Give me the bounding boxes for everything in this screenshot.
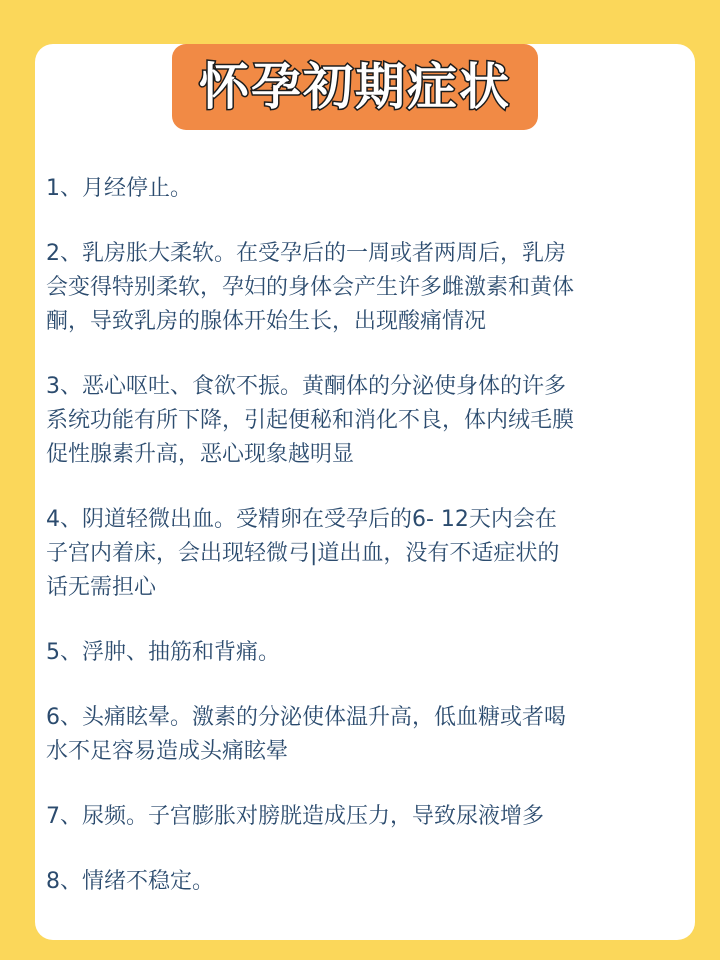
list-item: 8、情绪不稳定。 bbox=[46, 869, 214, 894]
list-item: 7、尿频。子宫膨胀对膀胱造成压力，导致尿液增多 bbox=[46, 804, 544, 829]
page-title: 怀孕初期症状 bbox=[199, 58, 511, 116]
symptom-list bbox=[46, 172, 692, 899]
list-item: 5、浮肿、抽筋和背痛。 bbox=[46, 640, 280, 665]
list-item: 1、月经停止。 bbox=[46, 176, 192, 201]
list-item: 6、头痛眩晕。激素的分泌使体温升高，低血糖或者喝 水不足容易造成头痛眩晕 bbox=[46, 705, 566, 764]
list-item: 2、乳房胀大柔软。在受孕后的一周或者两周后，乳房 会变得特别柔软，孕妇的身体会产生许多雌激素和黄体 酮，导致乳房的腺体开始生长，出现酸痛情况 bbox=[46, 241, 575, 334]
list-item: 3、恶心呕吐、食欲不振。黄酮体的分泌使身体的许多 系统功能有所下降，引起便秘和消化不良，体内绒毛膜 促性腺素升高，恶心现象越明显 bbox=[46, 374, 575, 467]
list-item: 4、阴道轻微出血。受精卵在受孕后的6- 12天内会在 子宫内着床，会出现轻微弓|道出血，没有不适症状的 话无需担心 bbox=[46, 507, 560, 600]
title-badge bbox=[172, 44, 538, 130]
